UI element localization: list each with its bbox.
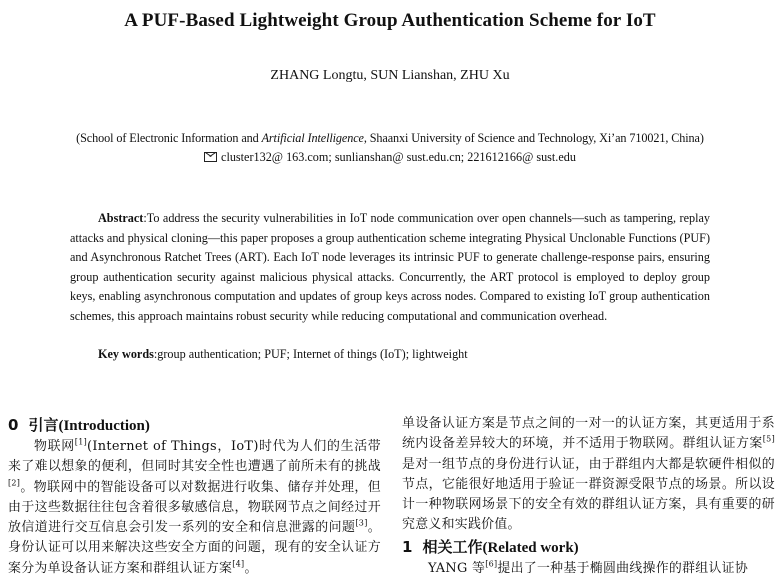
right-column-paragraph bbox=[402, 414, 775, 536]
affiliation-open: (School of Electronic Information and bbox=[76, 131, 262, 145]
author-list: ZHANG Longtu, SUN Lianshan, ZHU Xu bbox=[270, 68, 510, 83]
citation-5[interactable]: [5] bbox=[762, 435, 775, 444]
citation-3[interactable]: [3] bbox=[355, 518, 368, 528]
citation-2[interactable]: [2] bbox=[8, 478, 21, 488]
citation-4[interactable]: [4] bbox=[232, 559, 245, 569]
paragraph-indent bbox=[402, 561, 428, 576]
text-run: 。 bbox=[244, 560, 258, 576]
text-run: 提出了一种基于椭圆曲线操作的群组认证协 bbox=[497, 560, 749, 576]
affiliation-italic: Artificial Intelligence bbox=[261, 131, 364, 145]
paragraph-indent bbox=[8, 439, 34, 454]
section-0-title-cn: 引言 bbox=[28, 416, 59, 434]
section-1-heading bbox=[402, 536, 775, 559]
email-line bbox=[0, 150, 780, 165]
email-addresses: cluster132@ 163.com; sunlianshan@ sust.edu.cn; 221612166@ sust.edu bbox=[221, 150, 576, 164]
section-1-number: 1 bbox=[402, 537, 413, 556]
abstract-label: Abstract bbox=[98, 211, 144, 225]
abstract-indent bbox=[70, 211, 98, 225]
keywords-separator: : bbox=[153, 347, 158, 361]
affiliation-close: , Shaanxi University of Science and Technology, Xi’an 710021, China) bbox=[363, 131, 704, 145]
section-1-paragraph bbox=[402, 559, 775, 579]
right-column bbox=[402, 414, 775, 579]
left-column bbox=[8, 414, 381, 579]
keywords-text: group authentication; PUF; Internet of things (IoT); lightweight bbox=[157, 347, 468, 361]
text-run: 。身份认证可以用来解决这些安全方面的问题，现有的安全认证方案分为单设备认证方案和群组认证方案 bbox=[8, 520, 381, 576]
affiliation bbox=[0, 131, 780, 146]
citation-6[interactable]: [6] bbox=[485, 559, 498, 569]
abstract-separator: : bbox=[143, 211, 147, 225]
text-run: 。物联网中的智能设备可以对数据进行收集、储存并处理，但由于这些数据往往包含着很多敏感信息，物联网节点之间经过开放信道进行交互信息会引发一系列的安全和信息泄露的问题 bbox=[8, 479, 381, 536]
section-0-number: 0 bbox=[8, 416, 19, 434]
section-1-title-en: (Related work) bbox=[482, 539, 579, 556]
citation-1[interactable]: [1] bbox=[74, 437, 88, 447]
abstract-text: To address the security vulnerabilities in IoT node communication over open channels—such as tampering, replay attacks and physical cloning—this paper proposes a group authentication scheme integrating Physical Unclonable Functions (PUF) and Asynchronous Ratchet Trees (ART). Each IoT node leverages its intrinsic PUF to generate challenge-response pairs, ensuring group authentication security against malicious physical attacks. Concurrently, the ART protocol is employed to deploy group keys, enabling asynchronous computation and updates of group keys across nodes. Compared to existing IoT group authentication schemes, this approach maintains robust security while reducing computational and communication overhead. bbox=[70, 211, 710, 323]
paper-title: A PUF-Based Lightweight Group Authentication Scheme for IoT bbox=[124, 10, 656, 31]
section-1-title-cn: 相关工作 bbox=[422, 537, 483, 556]
section-0-heading bbox=[8, 414, 381, 437]
keywords-label: Key words bbox=[98, 347, 154, 361]
text-run: 单设备认证方案是节点之间的一对一的认证方案，其更适用于系统内设备差异较大的环境，并不适用于物联网。群组认证方案 bbox=[402, 416, 775, 452]
section-0-paragraph bbox=[8, 437, 381, 579]
text-run: 是对一组节点的身份进行认证，由于群组内大都是软硬件相似的节点，它能很好地适用于验证一群资源受限节点的场景。所以设计一种物联网场景下的安全有效的群组认证方案，具有重要的研究意义和实践价值。 bbox=[402, 456, 775, 533]
envelope-icon bbox=[204, 152, 217, 162]
text-run: 物联网 bbox=[34, 439, 75, 454]
text-run: YANG 等 bbox=[428, 560, 486, 576]
section-0-title-en: (Introduction) bbox=[58, 418, 150, 434]
text-run: (Internet of Things，IoT)时代为人们的生活带来了难以想象的便利，但同时其安全性也遭遇了前所未有的挑战 bbox=[8, 439, 381, 475]
abstract bbox=[70, 209, 710, 327]
keywords bbox=[98, 347, 710, 362]
